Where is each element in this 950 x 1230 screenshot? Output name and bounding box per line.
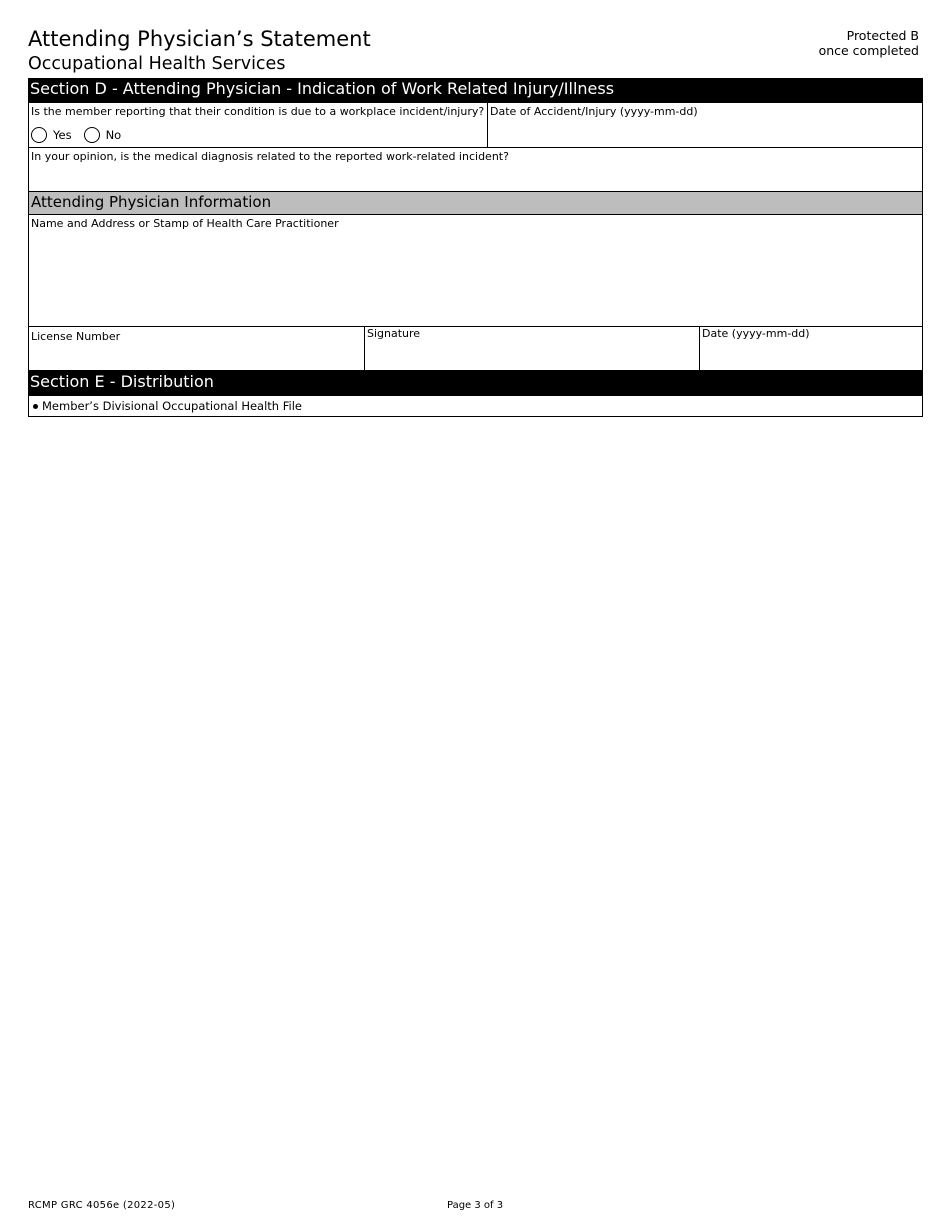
license-number-label: License Number — [31, 330, 121, 343]
physician-date-field[interactable] — [699, 327, 922, 370]
distribution-item-label: Member’s Divisional Occupational Health File — [42, 399, 302, 413]
radio-no-circle[interactable] — [84, 127, 100, 143]
physician-info-heading: Attending Physician Information — [28, 192, 923, 215]
protected-classification — [819, 28, 919, 58]
accident-date-label: Date of Accident/Injury (yyyy-mm-dd) — [490, 105, 698, 118]
radio-yes[interactable] — [31, 127, 72, 143]
workplace-incident-row — [28, 103, 923, 148]
distribution-item — [29, 396, 306, 416]
form-code: RCMP GRC 4056e (2022-05) — [28, 1200, 176, 1211]
radio-no-label: No — [105, 128, 122, 142]
page-number: Page 3 of 3 — [447, 1200, 504, 1211]
practitioner-name-label: Name and Address or Stamp of Health Care Practitioner — [31, 217, 339, 230]
signature-field[interactable] — [364, 327, 699, 370]
bullet-icon — [33, 404, 38, 409]
license-signature-row — [28, 327, 923, 371]
protected-line-2: once completed — [818, 43, 919, 58]
form-title: Attending Physician’s Statement — [28, 27, 371, 51]
diagnosis-related-question: In your opinion, is the medical diagnosis related to the reported work-related incident? — [31, 150, 509, 163]
practitioner-name-field[interactable] — [29, 215, 922, 326]
protected-line-1: Protected B — [846, 28, 919, 43]
form-body — [28, 78, 923, 417]
radio-no[interactable] — [84, 127, 122, 143]
physician-date-label: Date (yyyy-mm-dd) — [702, 327, 810, 340]
section-e-heading: Section E - Distribution — [28, 371, 923, 396]
radio-yes-label: Yes — [53, 128, 72, 142]
distribution-row — [28, 396, 923, 417]
radio-yes-circle[interactable] — [31, 127, 47, 143]
diagnosis-related-field[interactable] — [29, 148, 922, 191]
accident-date-field[interactable] — [487, 103, 922, 147]
section-d-heading: Section D - Attending Physician - Indication of Work Related Injury/Illness — [28, 78, 923, 103]
signature-label: Signature — [367, 327, 421, 340]
workplace-incident-radio-group — [31, 127, 133, 143]
form-subtitle: Occupational Health Services — [28, 54, 286, 74]
license-number-field[interactable] — [29, 327, 364, 370]
practitioner-name-row — [28, 215, 923, 327]
workplace-incident-question: Is the member reporting that their condition is due to a workplace incident/injury? — [31, 105, 485, 118]
diagnosis-related-row — [28, 148, 923, 192]
workplace-incident-cell — [29, 103, 487, 147]
